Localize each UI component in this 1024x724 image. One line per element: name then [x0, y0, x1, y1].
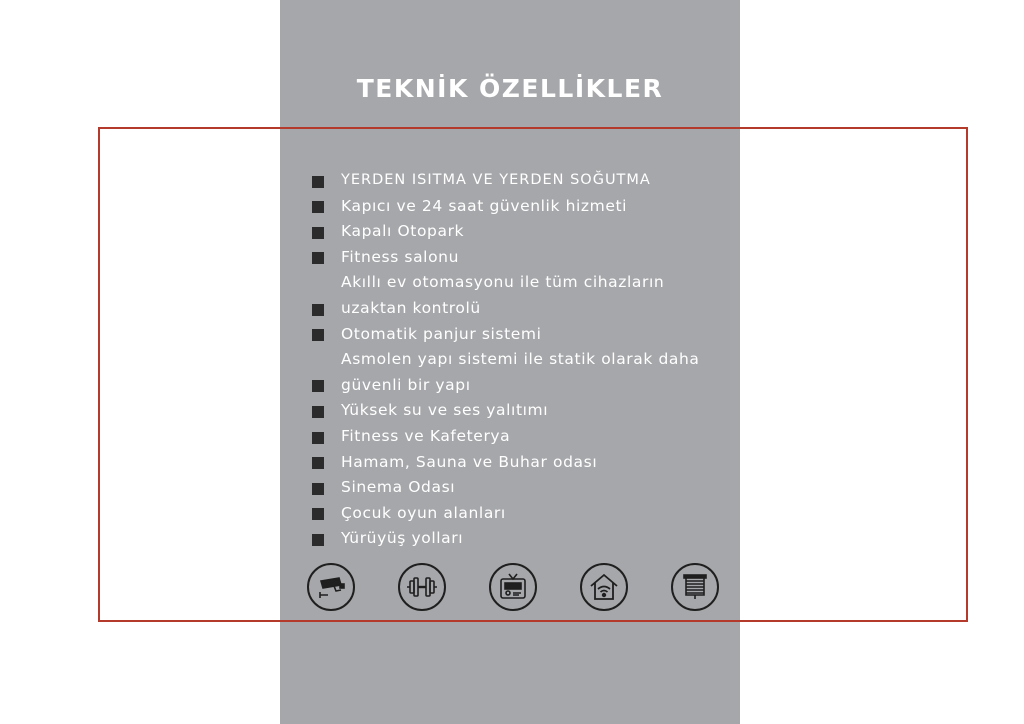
page-title: TEKNİK ÖZELLİKLER: [356, 74, 664, 103]
bullet-icon: [312, 227, 324, 239]
bullet-icon: [312, 329, 324, 341]
feature-text: Asmolen yapı sistemi ile statik olarak daha güvenli bir yapı: [341, 350, 700, 394]
list-item: [312, 168, 732, 194]
bullet-icon: [312, 304, 324, 316]
feature-text: Çocuk oyun alanları: [341, 503, 506, 522]
roller-shutter-icon: [671, 563, 719, 611]
bullet-icon: [312, 534, 324, 546]
bullet-icon: [312, 380, 324, 392]
security-camera-icon: [307, 563, 355, 611]
dumbbell-icon: [398, 563, 446, 611]
list-item: [312, 347, 732, 398]
list-item: [312, 322, 732, 348]
bullet-icon: [312, 406, 324, 418]
list-item: [312, 526, 732, 552]
feature-text: Yürüyüş yolları: [341, 529, 464, 548]
bullet-icon: [312, 508, 324, 520]
list-item: [312, 501, 732, 527]
feature-text: Akıllı ev otomasyonu ile tüm cihazların uzaktan kontrolü: [341, 273, 665, 317]
list-item: [312, 475, 732, 501]
bullet-icon: [312, 201, 324, 213]
bullet-icon: [312, 176, 324, 188]
list-item: [312, 194, 732, 220]
feature-text: Fitness ve Kafeterya: [341, 426, 511, 445]
list-item: [312, 219, 732, 245]
list-item: [312, 424, 732, 450]
feature-text: Hamam, Sauna ve Buhar odası: [341, 452, 598, 471]
amenity-icons: [307, 563, 719, 615]
list-item: [312, 245, 732, 271]
bullet-icon: [312, 483, 324, 495]
feature-text: Yüksek su ve ses yalıtımı: [341, 401, 549, 420]
feature-list: [312, 168, 732, 552]
feature-text: YERDEN ISITMA VE YERDEN SOĞUTMA: [341, 172, 651, 188]
feature-text: Kapıcı ve 24 saat güvenlik hizmeti: [341, 196, 628, 215]
list-item: [312, 450, 732, 476]
feature-text: Kapalı Otopark: [341, 222, 465, 241]
bullet-icon: [312, 432, 324, 444]
bullet-icon: [312, 457, 324, 469]
feature-text: Otomatik panjur sistemi: [341, 324, 542, 343]
security-monitor-icon: [489, 563, 537, 611]
list-item: [312, 398, 732, 424]
smart-home-wifi-icon: [580, 563, 628, 611]
list-item: [312, 270, 732, 321]
bullet-icon: [312, 252, 324, 264]
feature-text: Fitness salonu: [341, 247, 460, 266]
feature-text: Sinema Odası: [341, 478, 456, 497]
